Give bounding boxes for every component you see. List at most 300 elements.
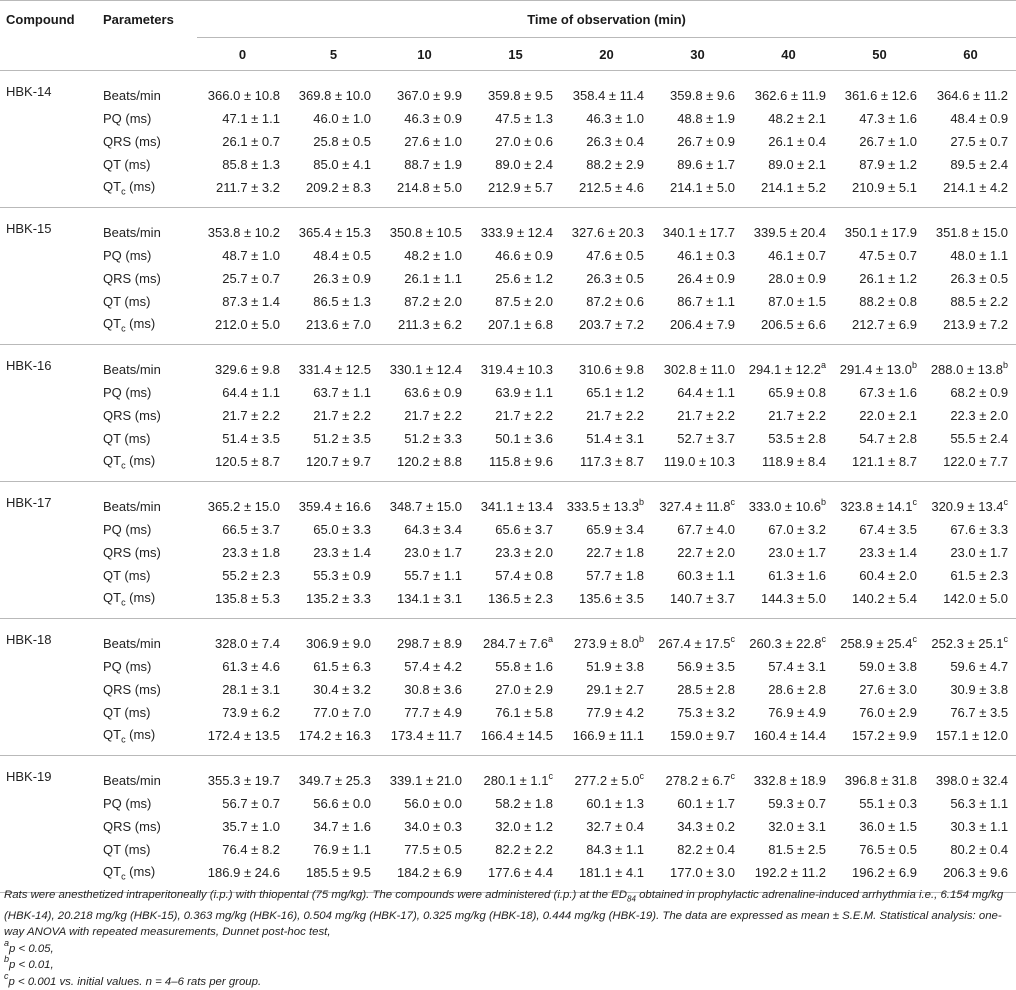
value-cell [925,619,1016,656]
value-text: 59.0 ± 3.8 [859,659,917,674]
value-text: 181.1 ± 4.1 [579,865,644,880]
value-cell [834,404,925,427]
value-cell [652,130,743,153]
value-text: 26.4 ± 0.9 [677,271,735,286]
table-row [0,130,1016,153]
value-text: 55.7 ± 1.1 [404,568,462,583]
value-text: 294.1 ± 12.2 [748,362,821,377]
value-text: 258.9 ± 25.4 [840,636,913,651]
value-text: 329.6 ± 9.8 [215,362,280,377]
value-text: 140.2 ± 5.4 [852,591,917,606]
value-text: 88.2 ± 2.9 [586,157,644,172]
value-text: 214.8 ± 5.0 [397,180,462,195]
value-cell [379,678,470,701]
value-text: 157.2 ± 9.9 [852,728,917,743]
value-text: 26.7 ± 0.9 [677,134,735,149]
value-text: 118.9 ± 8.4 [762,454,826,469]
compound-name: HBK-15 [6,221,52,236]
value-text: 327.6 ± 20.3 [571,225,644,240]
value-text: 76.9 ± 1.1 [313,842,371,857]
value-text: 30.8 ± 3.6 [404,682,462,697]
value-cell [652,208,743,245]
value-text: 56.0 ± 0.0 [404,796,462,811]
compound-name [0,815,97,838]
value-text: 35.7 ± 1.0 [222,819,280,834]
compound-name: HBK-17 [6,495,52,510]
value-text: 51.4 ± 3.5 [222,431,280,446]
value-text: 120.5 ± 8.7 [215,454,280,469]
value-text: 359.8 ± 9.6 [670,88,735,103]
value-cell [652,838,743,861]
value-cell [197,313,288,345]
value-text: 88.5 ± 2.2 [950,294,1009,309]
value-text: 67.0 ± 3.2 [768,522,826,537]
value-text: 160.4 ± 14.4 [753,728,826,743]
value-text: 48.2 ± 1.0 [404,248,462,263]
value-cell [288,345,379,382]
value-cell [288,153,379,176]
value-text: 48.4 ± 0.5 [313,248,371,263]
table-row [0,678,1016,701]
value-cell [652,518,743,541]
value-cell [743,244,834,267]
value-text: 55.3 ± 0.9 [313,568,371,583]
footnote-b: $^b$p < 0.01, [4,954,54,972]
parameter-label: $QT_c$ (ms) [103,452,156,471]
value-cell [743,381,834,404]
value-cell [197,655,288,678]
value-text: 213.6 ± 7.0 [306,317,371,332]
table-row [0,541,1016,564]
value-cell [197,381,288,404]
value-cell [834,701,925,724]
value-cell [652,244,743,267]
value-cell [379,701,470,724]
value-text: 87.9 ± 1.2 [859,157,917,172]
value-text: 32.0 ± 1.2 [495,819,553,834]
value-cell [561,482,652,519]
value-text: 88.2 ± 0.8 [859,294,917,309]
significance-marker: c [639,770,644,781]
value-text: 67.3 ± 1.6 [859,385,917,400]
value-text: 55.2 ± 2.3 [222,568,280,583]
value-text: 212.9 ± 5.7 [488,180,553,195]
value-cell [379,71,470,108]
compound-name [0,564,97,587]
value-cell [288,450,379,482]
value-cell [561,541,652,564]
compound-name [0,404,97,427]
value-cell [561,756,652,793]
value-cell [470,724,561,756]
value-text: 56.7 ± 0.7 [222,796,280,811]
parameter-label: PQ (ms) [103,659,152,674]
parameter-label: QT (ms) [103,568,151,583]
value-text: 51.2 ± 3.5 [313,431,371,446]
value-text: 361.6 ± 12.6 [844,88,917,103]
value-text: 47.5 ± 1.3 [495,111,553,126]
value-cell [561,313,652,345]
value-cell [379,176,470,208]
value-text: 85.8 ± 1.3 [222,157,280,172]
value-text: 26.3 ± 0.5 [586,271,644,286]
value-cell [743,564,834,587]
value-text: 206.4 ± 7.9 [670,317,735,332]
footnote-c: $^c$p < 0.001 vs. initial values. n = 4–6 rats per group. [4,970,262,988]
value-cell [834,345,925,382]
value-text: 28.6 ± 2.8 [768,682,826,697]
value-cell [561,427,652,450]
value-text: 29.1 ± 2.7 [586,682,644,697]
value-text: 27.0 ± 0.6 [495,134,553,149]
value-text: 144.3 ± 5.0 [761,591,826,606]
value-text: 76.1 ± 5.8 [495,705,553,720]
value-cell [834,619,925,656]
value-text: 34.7 ± 1.6 [313,819,371,834]
value-cell [561,518,652,541]
value-cell [743,345,834,382]
value-text: 331.4 ± 12.5 [298,362,371,377]
value-cell [561,153,652,176]
significance-marker: c [821,633,826,644]
value-cell [379,130,470,153]
value-cell [379,404,470,427]
value-text: 396.8 ± 31.8 [844,773,917,788]
value-cell [470,427,561,450]
value-cell [561,404,652,427]
value-text: 46.0 ± 1.0 [313,111,371,126]
significance-marker: b [638,496,644,507]
value-cell [652,427,743,450]
value-cell [470,619,561,656]
significance-marker: c [548,770,553,781]
value-text: 86.7 ± 1.1 [677,294,735,309]
value-cell [561,130,652,153]
value-text: 59.6 ± 4.7 [950,659,1009,674]
value-text: 47.3 ± 1.6 [859,111,917,126]
value-text: 87.2 ± 2.0 [404,294,462,309]
value-text: 26.1 ± 0.7 [222,134,280,149]
parameter-label: $QT_c$ (ms) [103,589,156,608]
value-text: 23.0 ± 1.7 [950,545,1009,560]
significance-marker: c [1003,633,1009,644]
compound-name [0,450,97,482]
value-text: 64.4 ± 1.1 [222,385,280,400]
significance-marker: c [730,496,735,507]
value-text: 115.8 ± 9.6 [489,454,553,469]
value-cell [379,724,470,756]
value-text: 34.0 ± 0.3 [404,819,462,834]
table-footnotes [4,887,1010,990]
value-cell [379,153,470,176]
value-cell [288,404,379,427]
value-text: 121.1 ± 8.7 [852,454,917,469]
value-cell [652,756,743,793]
value-cell [925,678,1016,701]
value-text: 339.1 ± 21.0 [389,773,462,788]
value-cell [561,701,652,724]
value-cell [652,564,743,587]
value-cell [743,71,834,108]
time-header-40: 40 [743,38,834,71]
value-cell [379,244,470,267]
parameter-label: QT (ms) [103,431,151,446]
value-cell [834,427,925,450]
value-text: 350.8 ± 10.5 [389,225,462,240]
value-cell [834,541,925,564]
value-cell [743,619,834,656]
value-text: 25.6 ± 1.2 [495,271,553,286]
value-text: 88.7 ± 1.9 [404,157,462,172]
value-cell [652,619,743,656]
value-text: 73.9 ± 6.2 [222,705,280,720]
value-text: 28.1 ± 3.1 [222,682,280,697]
parameter-label: PQ (ms) [103,248,152,263]
value-cell [834,756,925,793]
value-text: 34.3 ± 0.2 [677,819,735,834]
table-row [0,655,1016,678]
value-text: 27.5 ± 0.7 [950,134,1009,149]
value-cell [197,564,288,587]
value-text: 77.5 ± 0.5 [404,842,462,857]
value-text: 333.0 ± 10.6 [748,499,821,514]
parameter-label: $QT_c$ (ms) [103,315,156,334]
value-cell [561,678,652,701]
value-cell [834,482,925,519]
value-cell [652,678,743,701]
significance-marker: c [1003,496,1009,507]
value-text: 46.1 ± 0.7 [768,248,826,263]
value-cell [561,564,652,587]
value-cell [379,482,470,519]
value-cell [652,153,743,176]
value-text: 60.1 ± 1.3 [586,796,644,811]
value-cell [561,381,652,404]
table-row [0,153,1016,176]
value-text: 21.7 ± 2.2 [586,408,644,423]
value-cell [652,345,743,382]
value-text: 57.4 ± 0.8 [495,568,553,583]
parameter-label: Beats/min [103,88,161,103]
value-cell [379,208,470,245]
parameter-label: Beats/min [103,499,161,514]
value-cell [925,290,1016,313]
value-text: 310.6 ± 9.8 [579,362,644,377]
value-text: 55.1 ± 0.3 [859,796,917,811]
parameter-label: QRS (ms) [103,819,161,834]
time-header-20: 20 [561,38,652,71]
value-cell [197,427,288,450]
parameter-label: $QT_c$ (ms) [103,726,156,745]
value-cell [743,153,834,176]
table-row [0,267,1016,290]
value-text: 365.2 ± 15.0 [207,499,280,514]
value-text: 214.1 ± 4.2 [943,180,1009,195]
value-cell [288,482,379,519]
value-text: 58.2 ± 1.8 [495,796,553,811]
table-row [0,815,1016,838]
value-cell [470,290,561,313]
value-cell [561,655,652,678]
value-text: 358.4 ± 11.4 [572,88,644,103]
value-text: 46.1 ± 0.3 [677,248,735,263]
value-text: 21.7 ± 2.2 [222,408,280,423]
value-cell [743,404,834,427]
value-cell [834,724,925,756]
compound-name [0,290,97,313]
value-cell [834,450,925,482]
value-text: 211.7 ± 3.2 [216,180,280,195]
value-cell [743,130,834,153]
value-cell [470,815,561,838]
significance-marker: a [547,633,553,644]
value-text: 50.1 ± 3.6 [495,431,553,446]
value-cell [197,244,288,267]
table-row [0,619,1016,656]
value-cell [197,587,288,619]
value-text: 61.5 ± 2.3 [950,568,1009,583]
value-text: 61.5 ± 6.3 [313,659,371,674]
value-cell [834,107,925,130]
table-row [0,792,1016,815]
value-cell [379,345,470,382]
value-cell [288,176,379,208]
value-text: 48.2 ± 2.1 [768,111,826,126]
value-text: 212.7 ± 6.9 [852,317,917,332]
value-text: 117.3 ± 8.7 [580,454,644,469]
value-text: 288.0 ± 13.8 [930,362,1004,377]
value-text: 65.1 ± 1.2 [586,385,644,400]
value-cell [925,267,1016,290]
table-row [0,518,1016,541]
parameter-label: Beats/min [103,636,161,651]
compound-name [0,838,97,861]
value-text: 76.4 ± 8.2 [222,842,280,857]
value-text: 26.3 ± 0.5 [950,271,1009,286]
value-cell [834,381,925,404]
value-cell [470,176,561,208]
value-text: 46.6 ± 0.9 [495,248,553,263]
table-row [0,345,1016,382]
value-text: 48.0 ± 1.1 [950,248,1009,263]
significance-marker: a [820,359,826,370]
value-text: 87.2 ± 0.6 [586,294,644,309]
value-cell [470,381,561,404]
value-cell [561,619,652,656]
value-text: 341.1 ± 13.4 [480,499,553,514]
value-cell [743,427,834,450]
value-cell [288,587,379,619]
value-cell [470,244,561,267]
compound-name [0,107,97,130]
value-cell [197,130,288,153]
time-header-5: 5 [288,38,379,71]
value-text: 85.0 ± 4.1 [313,157,371,172]
value-text: 26.3 ± 0.9 [313,271,371,286]
value-cell [925,450,1016,482]
value-text: 22.0 ± 2.1 [859,408,917,423]
value-text: 211.3 ± 6.2 [398,317,462,332]
parameter-label: PQ (ms) [103,385,152,400]
value-cell [288,678,379,701]
value-cell [834,176,925,208]
value-cell [925,541,1016,564]
value-text: 140.7 ± 3.7 [670,591,735,606]
value-cell [925,71,1016,108]
value-text: 77.9 ± 4.2 [586,705,644,720]
value-text: 56.3 ± 1.1 [950,796,1009,811]
value-text: 36.0 ± 1.5 [859,819,917,834]
compound-name [0,655,97,678]
value-cell [743,655,834,678]
value-cell [379,427,470,450]
value-cell [197,724,288,756]
value-cell [925,701,1016,724]
value-text: 213.9 ± 7.2 [943,317,1009,332]
value-cell [561,208,652,245]
parameter-label: PQ (ms) [103,111,152,126]
compound-name [0,153,97,176]
value-cell [834,564,925,587]
value-cell [470,701,561,724]
value-text: 212.5 ± 4.6 [579,180,644,195]
significance-marker: b [911,359,917,370]
value-text: 366.0 ± 10.8 [207,88,280,103]
value-text: 302.8 ± 11.0 [663,362,735,377]
value-cell [379,838,470,861]
value-cell [561,724,652,756]
value-text: 333.9 ± 12.4 [480,225,553,240]
value-text: 362.6 ± 11.9 [754,88,826,103]
parameter-label: QT (ms) [103,294,151,309]
compound-name [0,427,97,450]
value-cell [925,564,1016,587]
value-cell [288,701,379,724]
value-cell [925,655,1016,678]
value-cell [834,655,925,678]
value-cell [561,107,652,130]
time-header-15: 15 [470,38,561,71]
value-cell [925,244,1016,267]
value-text: 87.3 ± 1.4 [222,294,280,309]
table-row [0,313,1016,345]
value-text: 46.3 ± 1.0 [586,111,644,126]
compound-name [0,313,97,345]
footnote-a: $^a$p < 0.05, [4,937,54,955]
value-cell [470,107,561,130]
value-cell [288,107,379,130]
value-text: 306.9 ± 9.0 [306,636,371,651]
value-text: 52.7 ± 3.7 [677,431,735,446]
value-cell [470,838,561,861]
value-cell [470,792,561,815]
value-text: 119.0 ± 10.3 [663,454,735,469]
value-cell [379,381,470,404]
value-cell [834,792,925,815]
significance-marker: b [1003,359,1009,370]
value-text: 398.0 ± 32.4 [935,773,1009,788]
significance-marker: c [730,770,735,781]
value-text: 57.7 ± 1.8 [586,568,644,583]
value-text: 30.4 ± 3.2 [313,682,371,697]
value-text: 136.5 ± 2.3 [488,591,553,606]
value-text: 340.1 ± 17.7 [662,225,735,240]
value-text: 284.7 ± 7.6 [483,636,548,651]
value-text: 196.2 ± 6.9 [852,865,917,880]
value-text: 330.1 ± 12.4 [389,362,462,377]
value-cell [470,313,561,345]
value-text: 87.5 ± 2.0 [495,294,553,309]
